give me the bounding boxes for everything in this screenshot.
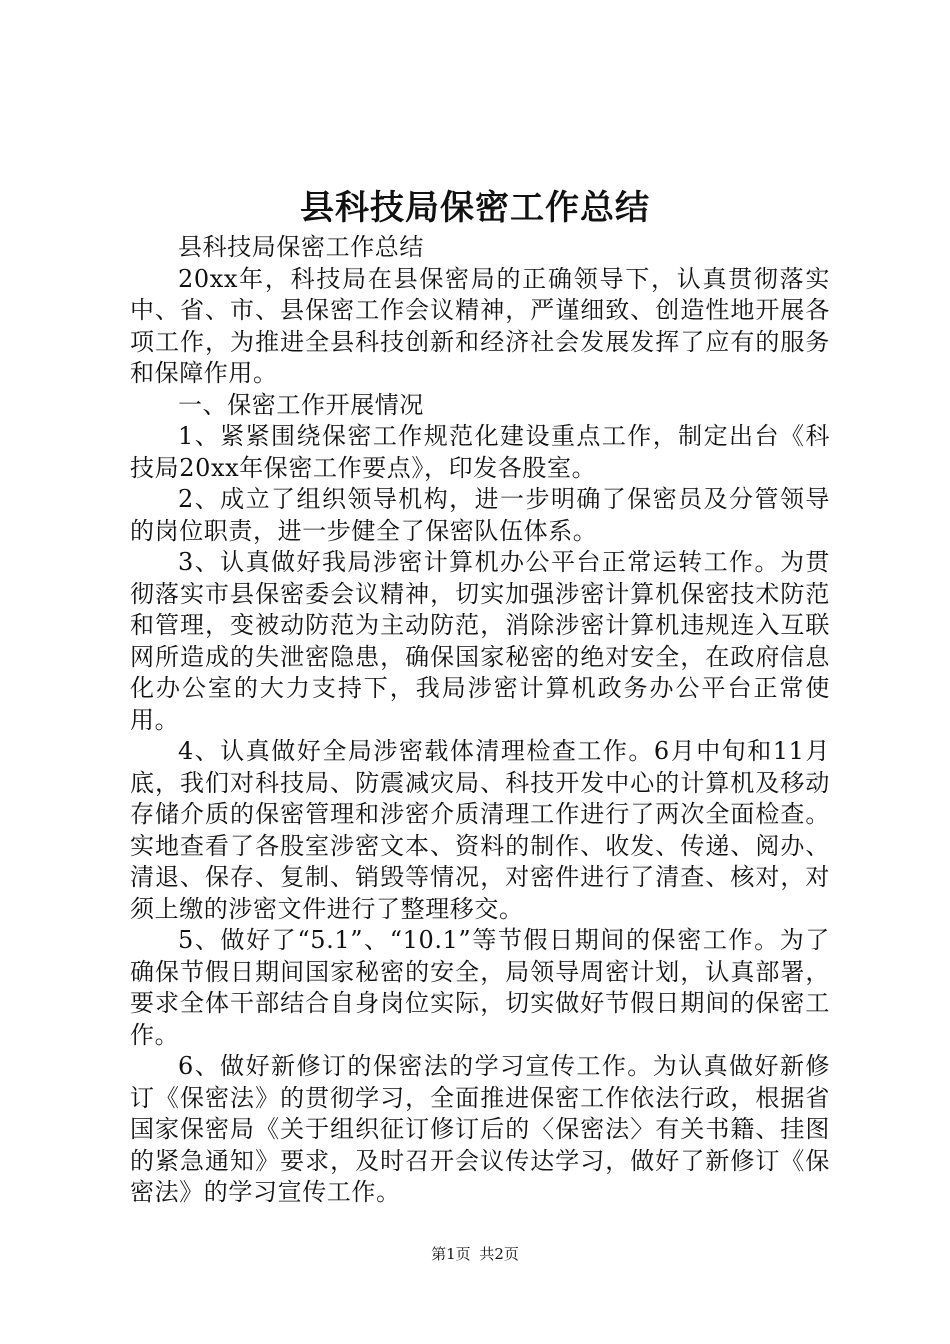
page-number: 第1页 [431, 1245, 471, 1263]
paragraph-subtitle: 县科技局保密工作总结 [178, 233, 424, 261]
section-heading: 一、保密工作开展情况 [178, 390, 424, 419]
paragraph-item-2: 2、成立了组织领导机构，进一步明确了保密员及分管领导的岗位职责，进一步健全了保密队伍体系。 [130, 485, 830, 545]
page-total: 共2页 [479, 1245, 519, 1263]
paragraph-item-4: 4、认真做好全局涉密载体清理检查工作。6月中旬和11月底，我们对科技局、防震减灾局、科技开发中心的计算机及移动存储介质的保密管理和涉密介质清理工作进行了两次全面检查。实地查看了各股室涉密文本、资料的制作、收发、传递、阅办、清退、保存、复制、销毁等情况，对密件进行了清查、核对，对须上缴的涉密文件进行了整理移交。 [130, 737, 830, 923]
paragraph-item-5: 5、做好了“5.1”、“10.1”等节假日期间的保密工作。为了确保节假日期间国家秘密的安全，局领导周密计划，认真部署，要求全体干部结合自身岗位实际，切实做好节假日期间的保密工作。 [130, 926, 830, 1049]
document-title: 县科技局保密工作总结 [300, 188, 650, 228]
paragraph-item-1: 1、紧紧围绕保密工作规范化建设重点工作，制定出台《科技局20xx年保密工作要点》，印发各股室。 [130, 422, 830, 482]
paragraph-intro: 20xx年，科技局在县保密局的正确领导下，认真贯彻落实中、省、市、县保密工作会议精神，严谨细致、创造性地开展各项工作，为推进全县科技创新和经济社会发展发挥了应有的服务和保障作用。 [130, 264, 830, 387]
paragraph-item-6: 6、做好新修订的保密法的学习宣传工作。为认真做好新修订《保密法》的贯彻学习，全面推进保密工作依法行政，根据省国家保密局《关于组织征订修订后的〈保密法〉有关书籍、挂图的紧急通知》要求，及时召开会议传达学习，做好了新修订《保密法》的学习宣传工作。 [130, 1052, 830, 1206]
page-footer [0, 1244, 950, 1264]
document-body [130, 232, 830, 1209]
paragraph-item-3: 3、认真做好我局涉密计算机办公平台正常运转工作。为贯彻落实市县保密委会议精神，切实加强涉密计算机保密技术防范和管理，变被动防范为主动防范，消除涉密计算机违规连入互联网所造成的失泄密隐患，确保国家秘密的绝对安全，在政府信息化办公室的大力支持下，我局涉密计算机政务办公平台正常使用。 [130, 548, 830, 734]
